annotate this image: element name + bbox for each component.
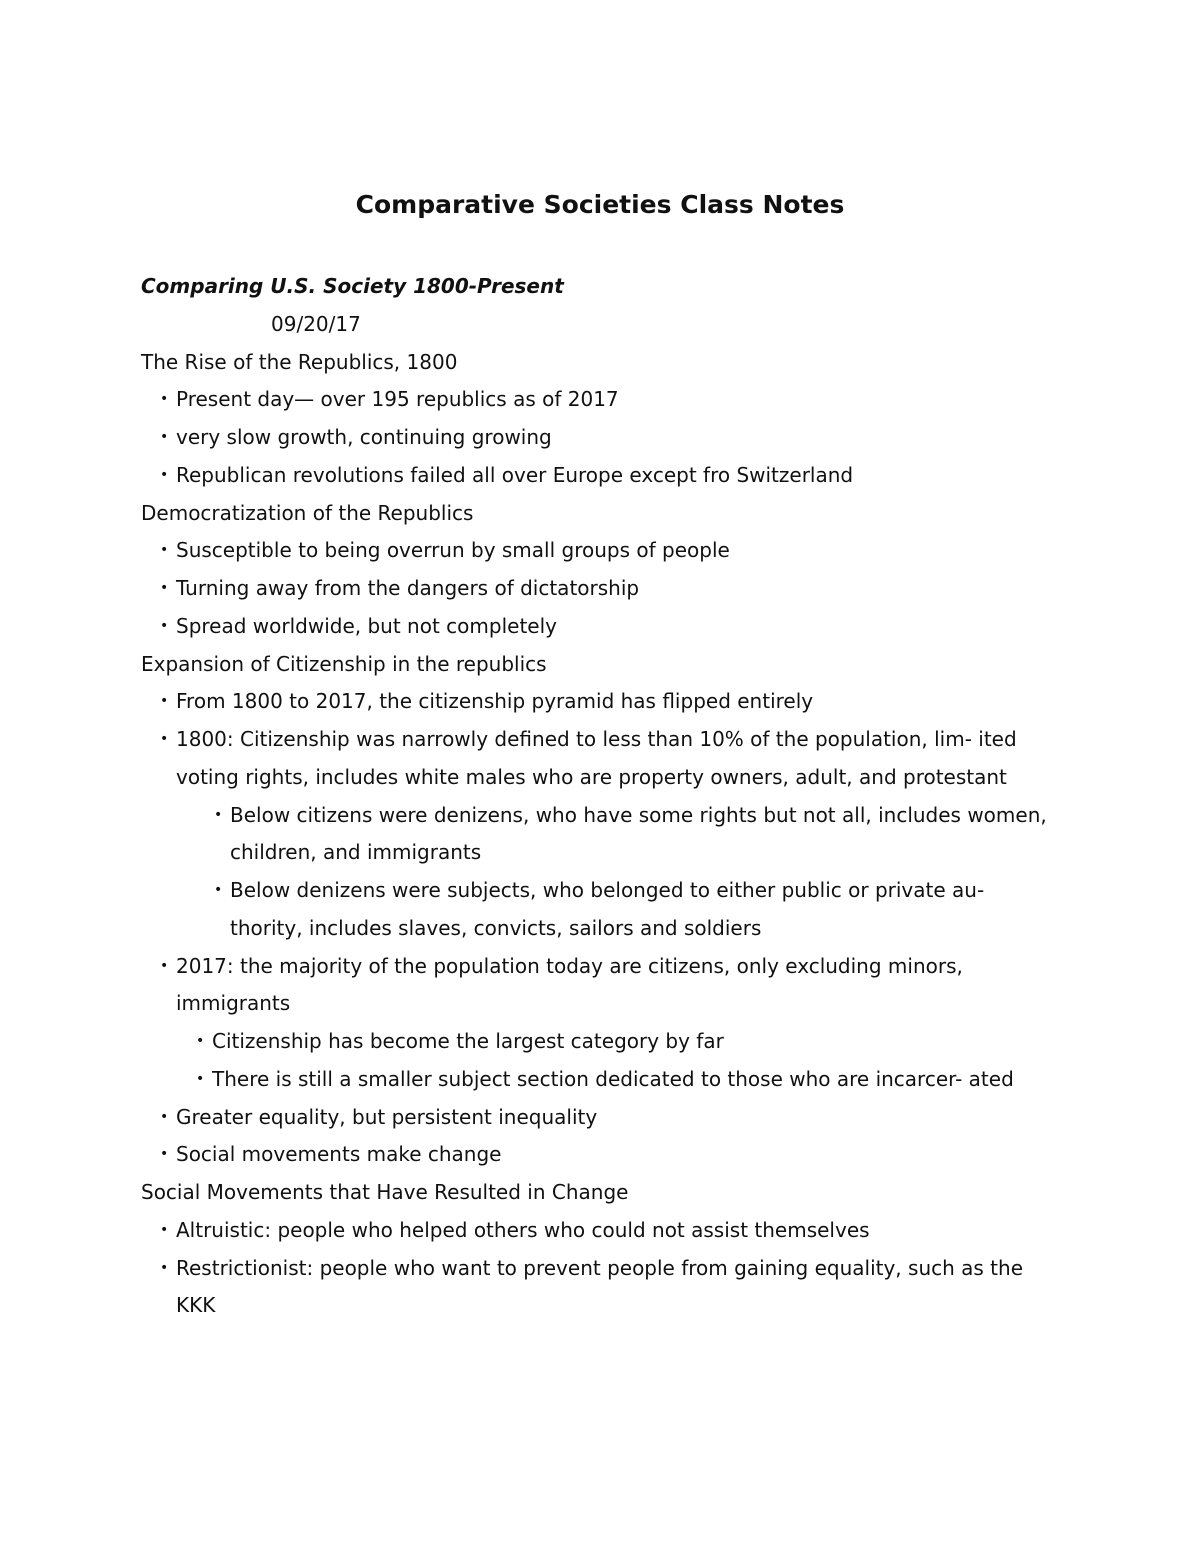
bullet-item: • very slow growth, continuing growing [141,419,1061,457]
sub-bullet-item: • There is still a smaller subject section dedicated to those who are incarcer- ated [141,1061,1061,1099]
bullet-item: • Altruistic: people who helped others who could not assist themselves [141,1212,1061,1250]
bullet-item: • Social movements make change [141,1136,1061,1174]
section-heading: The Rise of the Republics, 1800 [141,349,458,374]
section-democratization [141,495,1061,646]
document-title: Comparative Societies Class Notes [355,190,845,219]
section-heading: Social Movements that Have Resulted in Change [141,1180,629,1204]
document-body [141,268,1061,1325]
section-heading: Expansion of Citizenship in the republics [141,651,547,676]
bullet-item: • Susceptible to being overrun by small groups of people [141,532,1061,570]
bullet-item: • From 1800 to 2017, the citizenship pyramid has flipped entirely [141,683,1061,721]
bullet-item: • 1800: Citizenship was narrowly defined to less than 10% of the population, lim- ited voting rights, includes white males who are property owners, adult, and protestant [141,721,1061,797]
bullet-item: • Restrictionist: people who want to prevent people from gaining equality, such as the KKK [141,1250,1061,1326]
sub-bullet-item: • Below citizens were denizens, who have some rights but not all, includes women, children, and immigrants [141,797,1061,873]
bullet-item: • Spread worldwide, but not completely [141,608,1061,646]
bullet-item: • Turning away from the dangers of dictatorship [141,570,1061,608]
section-rise-of-republics [141,344,1061,495]
bullet-item: • Republican revolutions failed all over Europe except fro Switzerland [141,457,1061,495]
section-expansion-of-citizenship [141,646,1061,1175]
section-social-movements [141,1174,1061,1325]
section-heading: Democratization of the Republics [141,500,474,525]
sub-bullet-item: • Citizenship has become the largest category by far [141,1023,1061,1061]
document-subtitle: Comparing U.S. Society 1800-Present [141,274,564,298]
bullet-item: • Greater equality, but persistent inequality [141,1099,1061,1137]
bullet-item: • 2017: the majority of the population today are citizens, only excluding minors, immigrants [141,948,1061,1024]
document-date: 09/20/17 [271,311,361,336]
sub-bullet-item: • Below denizens were subjects, who belonged to either public or private au- thority, includes slaves, convicts, sailors and soldiers [141,872,1061,948]
bullet-item: • Present day— over 195 republics as of 2017 [141,381,1061,419]
